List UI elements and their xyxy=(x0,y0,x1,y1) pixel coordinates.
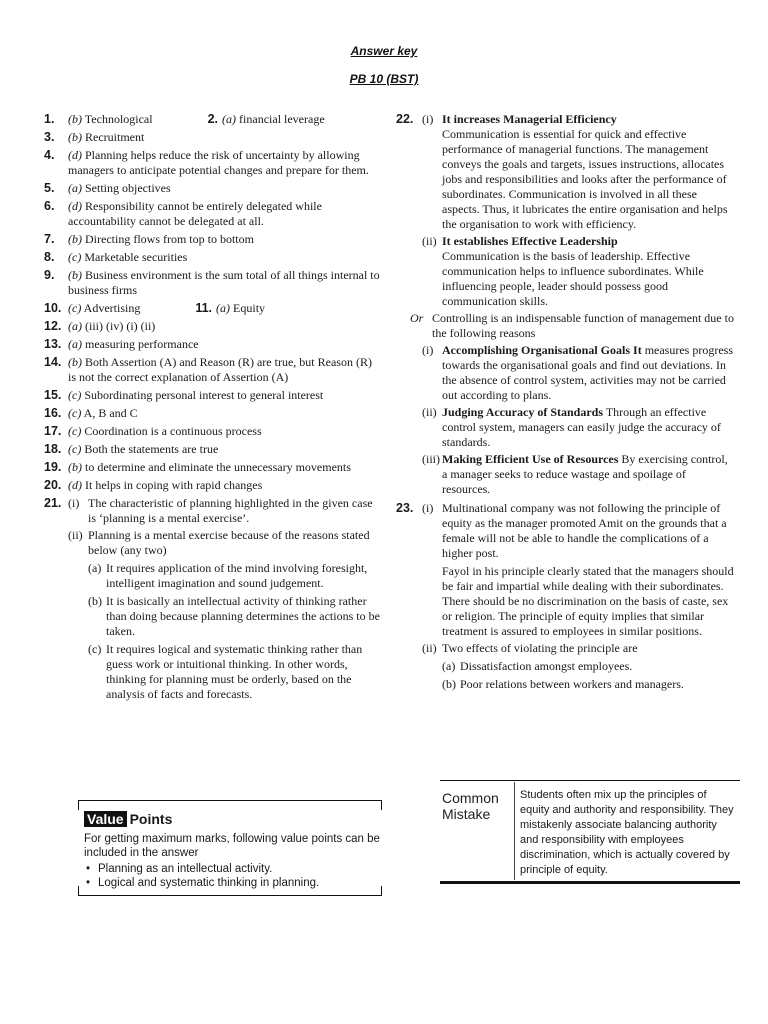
list-item: • Logical and systematic thinking in planning. xyxy=(84,876,319,890)
answer-22-or-iii: (iii) Making Efficient Use of Resources By exercising control, a manager seeks to reduce wastage and spoilage of resources. xyxy=(422,452,728,496)
answer-23-ii-a: (a) Dissatisfaction amongst employees. xyxy=(442,659,633,673)
common-mistake-box xyxy=(440,780,740,884)
answer-22-or: Or Controlling is an indispensable function of management due to the following reasons xyxy=(410,311,734,340)
value-points-box xyxy=(78,800,382,896)
answer-22-or-ii: (ii) Judging Accuracy of Standards Through an effective control system, managers can easily judge the accuracy of standards. xyxy=(422,405,721,449)
list-item: • Planning as an intellectual activity. xyxy=(84,862,319,876)
common-mistake-heading: Common Mistake xyxy=(442,790,499,822)
answer-17: 17. (c) Coordination is a continuous process xyxy=(44,424,262,438)
answer-1-2: 1. (b) Technological 2. (a) financial leverage xyxy=(44,112,325,126)
value-points-list xyxy=(84,862,319,890)
answer-22-i: (i) It increases Managerial Efficiency Communication is essential for quick and effective performance of managerial functions. The management conveys the goals and targets, issues instructions, allocates jobs and responsibilities and looks after the performance of subordinates. Communication is involved in all these aspects. Thus, it lubricates the entire organisation and helps the organisation to work with efficiency. xyxy=(422,112,728,231)
answer-21-ii-c: (c) It requires logical and systematic thinking rather than guess work or intuitional thinking. In other words, thinking for planning must be orderly, based on the analysis of facts and forecasts. xyxy=(88,642,363,701)
answer-21-i: (i) The characteristic of planning highlighted in the given case is ‘planning is a mental exercise’. xyxy=(68,496,373,525)
answer-7: 7. (b) Directing flows from top to bottom xyxy=(44,232,254,246)
answer-15: 15. (c) Subordinating personal interest to general interest xyxy=(44,388,324,402)
paper-code: PB 10 (BST) xyxy=(349,72,419,86)
value-points-heading: Value Points xyxy=(84,812,172,826)
answer-9: 9. (b) Business environment is the sum total of all things internal to business firms xyxy=(44,268,380,297)
answer-21-ii-a: (a) It requires application of the mind involving foresight, intelligent imagination and sound judgement. xyxy=(88,561,368,590)
answer-6: 6. (d) Responsibility cannot be entirely delegated while accountability cannot be delegated at all. xyxy=(44,199,322,228)
answer-23-i: (i) Multinational company was not following the principle of equity as the manager promoted Amit on the grounds that a female will not be able to handle the complications of a higher post. Fayol in his principle clearly stated that the managers should be fair and impartial while dealing with their subordinates. There should be no discrimination on the basis of caste, sex or religion. The principle of equity implies that similar treatment is assured to employees in similar positions. xyxy=(422,501,734,638)
right-column xyxy=(396,112,736,695)
answer-20: 20. (d) It helps in coping with rapid changes xyxy=(44,478,263,492)
answer-18: 18. (c) Both the statements are true xyxy=(44,442,219,456)
answer-19: 19. (b) to determine and eliminate the unnecessary movements xyxy=(44,460,351,474)
answer-22: 22. (i) It increases Managerial Efficiency Communication is essential for quick and effective performance of managerial functions. The management conveys the goals and targets, issues instructions, allocates jobs and responsibilities and looks after the performance of subordinates. Communication is involved in all these aspects. Thus, it lubricates the entire organisation and helps the organisation to work with efficiency. (ii) It establishes Effective Leadership Communication is the basis of leadership. Effective communication helps to influence subordinates. While influencing people, leader should possess good communication skills. Or Controlling is an indispensable function of management due to the following reasons (i) Accomplishing Organisational Goals It measures progress towards the organisational goals and find out deviations. In the absence of control system, activities may not be carried out according to plans. (ii) Judging Accuracy of Standards Through an effective control system, managers can easily judge the accuracy of standards. (iii) Making Efficient Use of Resources By exercising control, a manager seeks to reduce wastage and spoilage of resources. xyxy=(396,112,736,497)
answer-4: 4. (d) Planning helps reduce the risk of uncertainty by allowing managers to anticipate potential changes and prepare for them. xyxy=(44,148,369,177)
answer-5: 5. (a) Setting objectives xyxy=(44,181,171,195)
answer-8: 8. (c) Marketable securities xyxy=(44,250,188,264)
answer-14: 14. (b) Both Assertion (A) and Reason (R) are true, but Reason (R) is not the correct explanation of Assertion (A) xyxy=(44,355,372,384)
answer-key-title: Answer key xyxy=(350,44,418,58)
answer-10-11: 10. (c) Advertising 11. (a) Equity xyxy=(44,301,266,315)
answer-13: 13. (a) measuring performance xyxy=(44,337,199,351)
answer-22-ii: (ii) It establishes Effective Leadership Communication is the basis of leadership. Effective communication helps to influence subordinates. While influencing people, leader should possess good communication skills. xyxy=(422,234,704,308)
answer-21-ii: (ii) Planning is a mental exercise because of the reasons stated below (any two) (a) It requires application of the mind involving foresight, intelligent imagination and sound judgement. (b) It is basically an intellectual activity of thinking rather than doing because planning determines the actions to be taken. (c) It requires logical and systematic thinking rather than guess work or intuitional thinking. In other words, thinking for planning must be orderly, based on the analysis of facts and forecasts. xyxy=(68,528,380,701)
answer-16: 16. (c) A, B and C xyxy=(44,406,138,420)
left-column xyxy=(44,112,380,705)
answer-22-or-i: (i) Accomplishing Organisational Goals It measures progress towards the organisational goals and find out deviations. In the absence of control system, activities may not be carried out according to plans. xyxy=(422,343,733,402)
answer-3: 3. (b) Recruitment xyxy=(44,130,145,144)
answer-23: 23. (i) Multinational company was not following the principle of equity as the manager promoted Amit on the grounds that a female will not be able to handle the complications of a higher post. Fayol in his principle clearly stated that the managers should be fair and impartial while dealing with their subordinates. There should be no discrimination on the basis of caste, sex or religion. The principle of equity implies that similar treatment is assured to employees in similar positions. (ii) Two effects of violating the principle are (a) Dissatisfaction amongst employees. (b) Poor relations between workers and managers. xyxy=(396,501,736,692)
answer-21-ii-b: (b) It is basically an intellectual activity of thinking rather than doing because planning determines the actions to be taken. xyxy=(88,594,380,638)
answer-23-ii: (ii) Two effects of violating the principle are (a) Dissatisfaction amongst employees. (b) Poor relations between workers and managers. xyxy=(422,641,736,692)
value-points-intro: For getting maximum marks, following value points can be included in the answer xyxy=(84,833,380,859)
common-mistake-text: Students often mix up the principles of equity and authority and responsibility. They mistakenly associate balancing authority and responsibility with employees discrimination, which is actually covered by principle of equity. xyxy=(520,789,734,876)
answer-23-ii-b: (b) Poor relations between workers and managers. xyxy=(442,677,684,691)
answer-12: 12. (a) (iii) (iv) (i) (ii) xyxy=(44,319,156,333)
answer-21: 21. (i) The characteristic of planning highlighted in the given case is ‘planning is a mental exercise’. (ii) Planning is a mental exercise because of the reasons stated below (any two) (a) It requires application of the mind involving foresight, intelligent imagination and sound judgement. (b) It is basically an intellectual activity of thinking rather than doing because planning determines the actions to be taken. (c) It requires logical and systematic thinking rather than guess work or intuitional thinking. In other words, thinking for planning must be orderly, based on the analysis of facts and forecasts. xyxy=(44,496,380,701)
